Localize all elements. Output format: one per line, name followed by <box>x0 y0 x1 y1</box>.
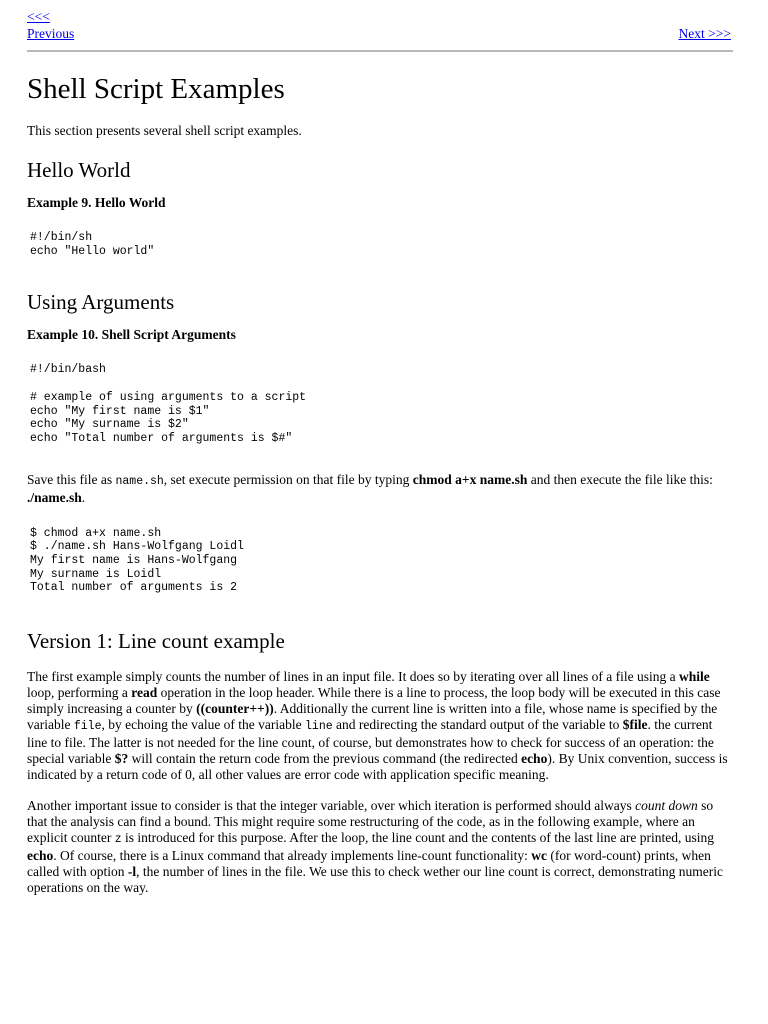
version1-heading: Version 1: Line count example <box>27 629 285 654</box>
page-title: Shell Script Examples <box>27 73 285 105</box>
chmod-command: chmod a+x name.sh <box>412 471 528 487</box>
hello-world-heading: Hello World <box>27 158 131 182</box>
run-output-code: $ chmod a+x name.sh $ ./name.sh Hans-Wolfgang Loidl My first name is Hans-Wolfgang My surname is Loidl Total number of arguments is 2 <box>30 526 244 595</box>
hello-world-code: #!/bin/sh echo "Hello world" <box>30 231 155 258</box>
version1-paragraph-1: The first example simply counts the number of lines in an input file. It does so by iterating over all lines of a file using a while loop, performing a read operation in the loop header. While there is a line to process, the loop body will be executed in this case simply increasing a counter by ((counter++)). Additionally the current line is written into a file, whose name is specified by the variable file, by echoing the value of the variable line and redirecting the standard output of the variable to $file. the current line to file. The latter is not needed for the line count, of course, but demonstrates how to check for success of an operation: the special variable $? will contain the return code from the previous command (the redirected echo). By Unix convention, success is indicated by a return code of 0, all other values are error code with application specific meaning. <box>27 669 728 783</box>
prev-arrows-link[interactable]: <<< <box>27 9 50 24</box>
intro-paragraph: This section presents several shell script examples. <box>27 123 302 138</box>
example-10-title: Example 10. Shell Script Arguments <box>27 327 236 343</box>
using-arguments-heading: Using Arguments <box>27 290 175 315</box>
arguments-code: #!/bin/bash # example of using arguments to a script echo "My first name is $1" echo "My surname is $2" echo "Total number of arguments is $#" <box>30 363 307 445</box>
previous-link[interactable]: Previous <box>27 26 75 41</box>
next-link[interactable]: Next >>> <box>678 26 731 41</box>
header-divider <box>27 50 733 52</box>
prev-nav <box>27 8 74 42</box>
version1-paragraph-2: Another important issue to consider is that the integer variable, over which iteration is performed should always count down so that the analysis can find a bound. This might require some restructuring of the code, as in the following example, where an explicit counter z is introduced for this purpose. After the loop, the line count and the contents of the last line are printed, using echo. Of course, there is a Linux command that already implements line-count functionality: wc (for word-count) prints, when called with option -l, the number of lines in the file. We use this to check wether our line count is correct, demonstrating numeric operations on the way. <box>27 798 723 896</box>
run-command: ./name.sh <box>27 489 82 505</box>
save-file-paragraph: Save this file as name.sh, set execute permission on that file by typing chmod a+x name.sh and then execute the file like this: ./name.sh. <box>27 471 713 505</box>
example-9-title: Example 9. Hello World <box>27 195 166 210</box>
navigation-header <box>27 8 733 44</box>
document-page <box>27 0 733 896</box>
filename-code: name.sh <box>115 474 164 488</box>
